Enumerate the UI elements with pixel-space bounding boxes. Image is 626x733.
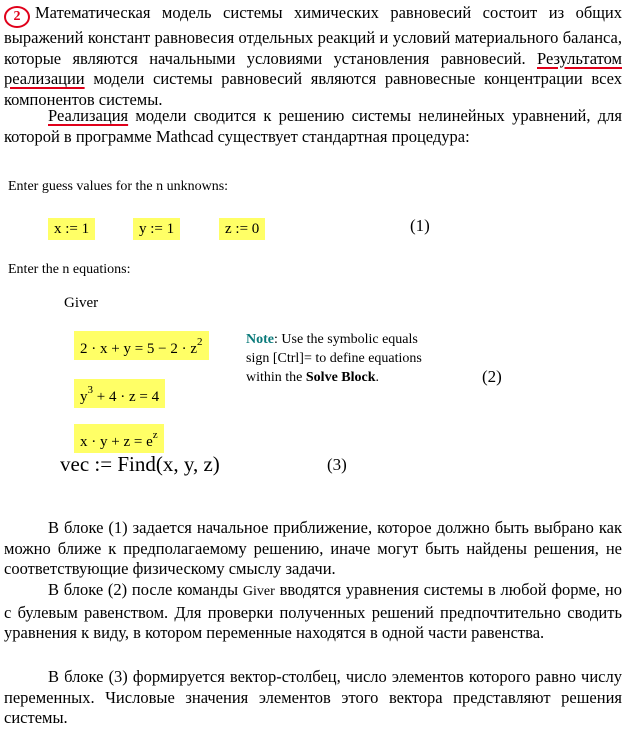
- equation-1-exponent: 2: [197, 336, 203, 348]
- note-bold: Solve Block: [305, 370, 376, 385]
- explain-block-1: В блоке (1) задается начальное приближение, которое должно быть выбрано как можно ближе к предполагаемому решению, иначе могут быть найдены решения, не соответствующие физическому смыслу задачи.: [4, 518, 622, 578]
- guess-z[interactable]: z := 0: [219, 218, 265, 240]
- equation-2-exponent: 3: [87, 384, 93, 396]
- note-text: [246, 330, 426, 387]
- intro-sentence-1: Математическая модель системы химических равновесий состоит из общих выражений констант равновесия отдельных реакций и условий материального баланса, которые являются начальными условиями установления равновесий.: [4, 3, 622, 68]
- intro-paragraph: [4, 3, 622, 110]
- note-body: : Use the symbolic equals sign [Ctrl]= to define equations within the: [246, 332, 422, 385]
- equation-2-rest: + 4 · z = 4: [96, 389, 160, 405]
- equation-3-exponent: z: [152, 429, 158, 441]
- guess-x[interactable]: x := 1: [48, 218, 95, 240]
- explain-given-word: Giver: [242, 584, 275, 599]
- note-label: Note: [246, 332, 274, 347]
- note-end: .: [375, 370, 380, 385]
- explain-block-2-start: В блоке (2) после команды: [48, 580, 239, 599]
- given-keyword[interactable]: Giver: [64, 295, 99, 311]
- block-1-number: (1): [410, 216, 430, 235]
- block-2-number: (2): [482, 367, 502, 386]
- explain-block-2: [4, 580, 622, 644]
- section-number-badge: 2: [4, 6, 30, 28]
- equation-2[interactable]: [74, 379, 165, 408]
- underlined-result-phrase: Результатом реализации: [4, 48, 622, 88]
- equation-3-main: x · y + z = e: [80, 434, 153, 450]
- explain-block-2-rest: вводятся уравнения системы в любой форме, но с булевым равенством. Для проверки полученных решений предпочтительно сводить уравнения к виду, в котором переменные находятся в одной части равенства.: [4, 580, 623, 642]
- realization-paragraph: [4, 106, 622, 147]
- equation-3[interactable]: [74, 424, 164, 453]
- equations-label: Enter the n equations:: [8, 262, 131, 277]
- intro-sentence-2: модели системы равновесий являются равновесные концентрации всех компонентов системы.: [4, 69, 622, 109]
- find-expression[interactable]: vec := Find(x, y, z): [60, 452, 220, 476]
- guess-y[interactable]: y := 1: [133, 218, 180, 240]
- underlined-realization-word: Реализация: [48, 106, 129, 125]
- equation-1[interactable]: [74, 331, 209, 360]
- equation-2-base: y: [80, 389, 88, 405]
- explain-block-3: В блоке (3) формируется вектор-столбец, число элементов которого равно числу переменных. Числовые значения элементов этого вектора представляют решения системы.: [4, 667, 622, 727]
- equation-1-main: 2 · x + y = 5 − 2 · z: [80, 341, 198, 357]
- block-3-number: (3): [327, 455, 347, 474]
- realization-text: модели сводится к решению системы нелинейных уравнений, для которой в программе Mathcad существует стандартная процедура:: [4, 106, 623, 146]
- guess-label: Enter guess values for the n unknowns:: [8, 179, 229, 194]
